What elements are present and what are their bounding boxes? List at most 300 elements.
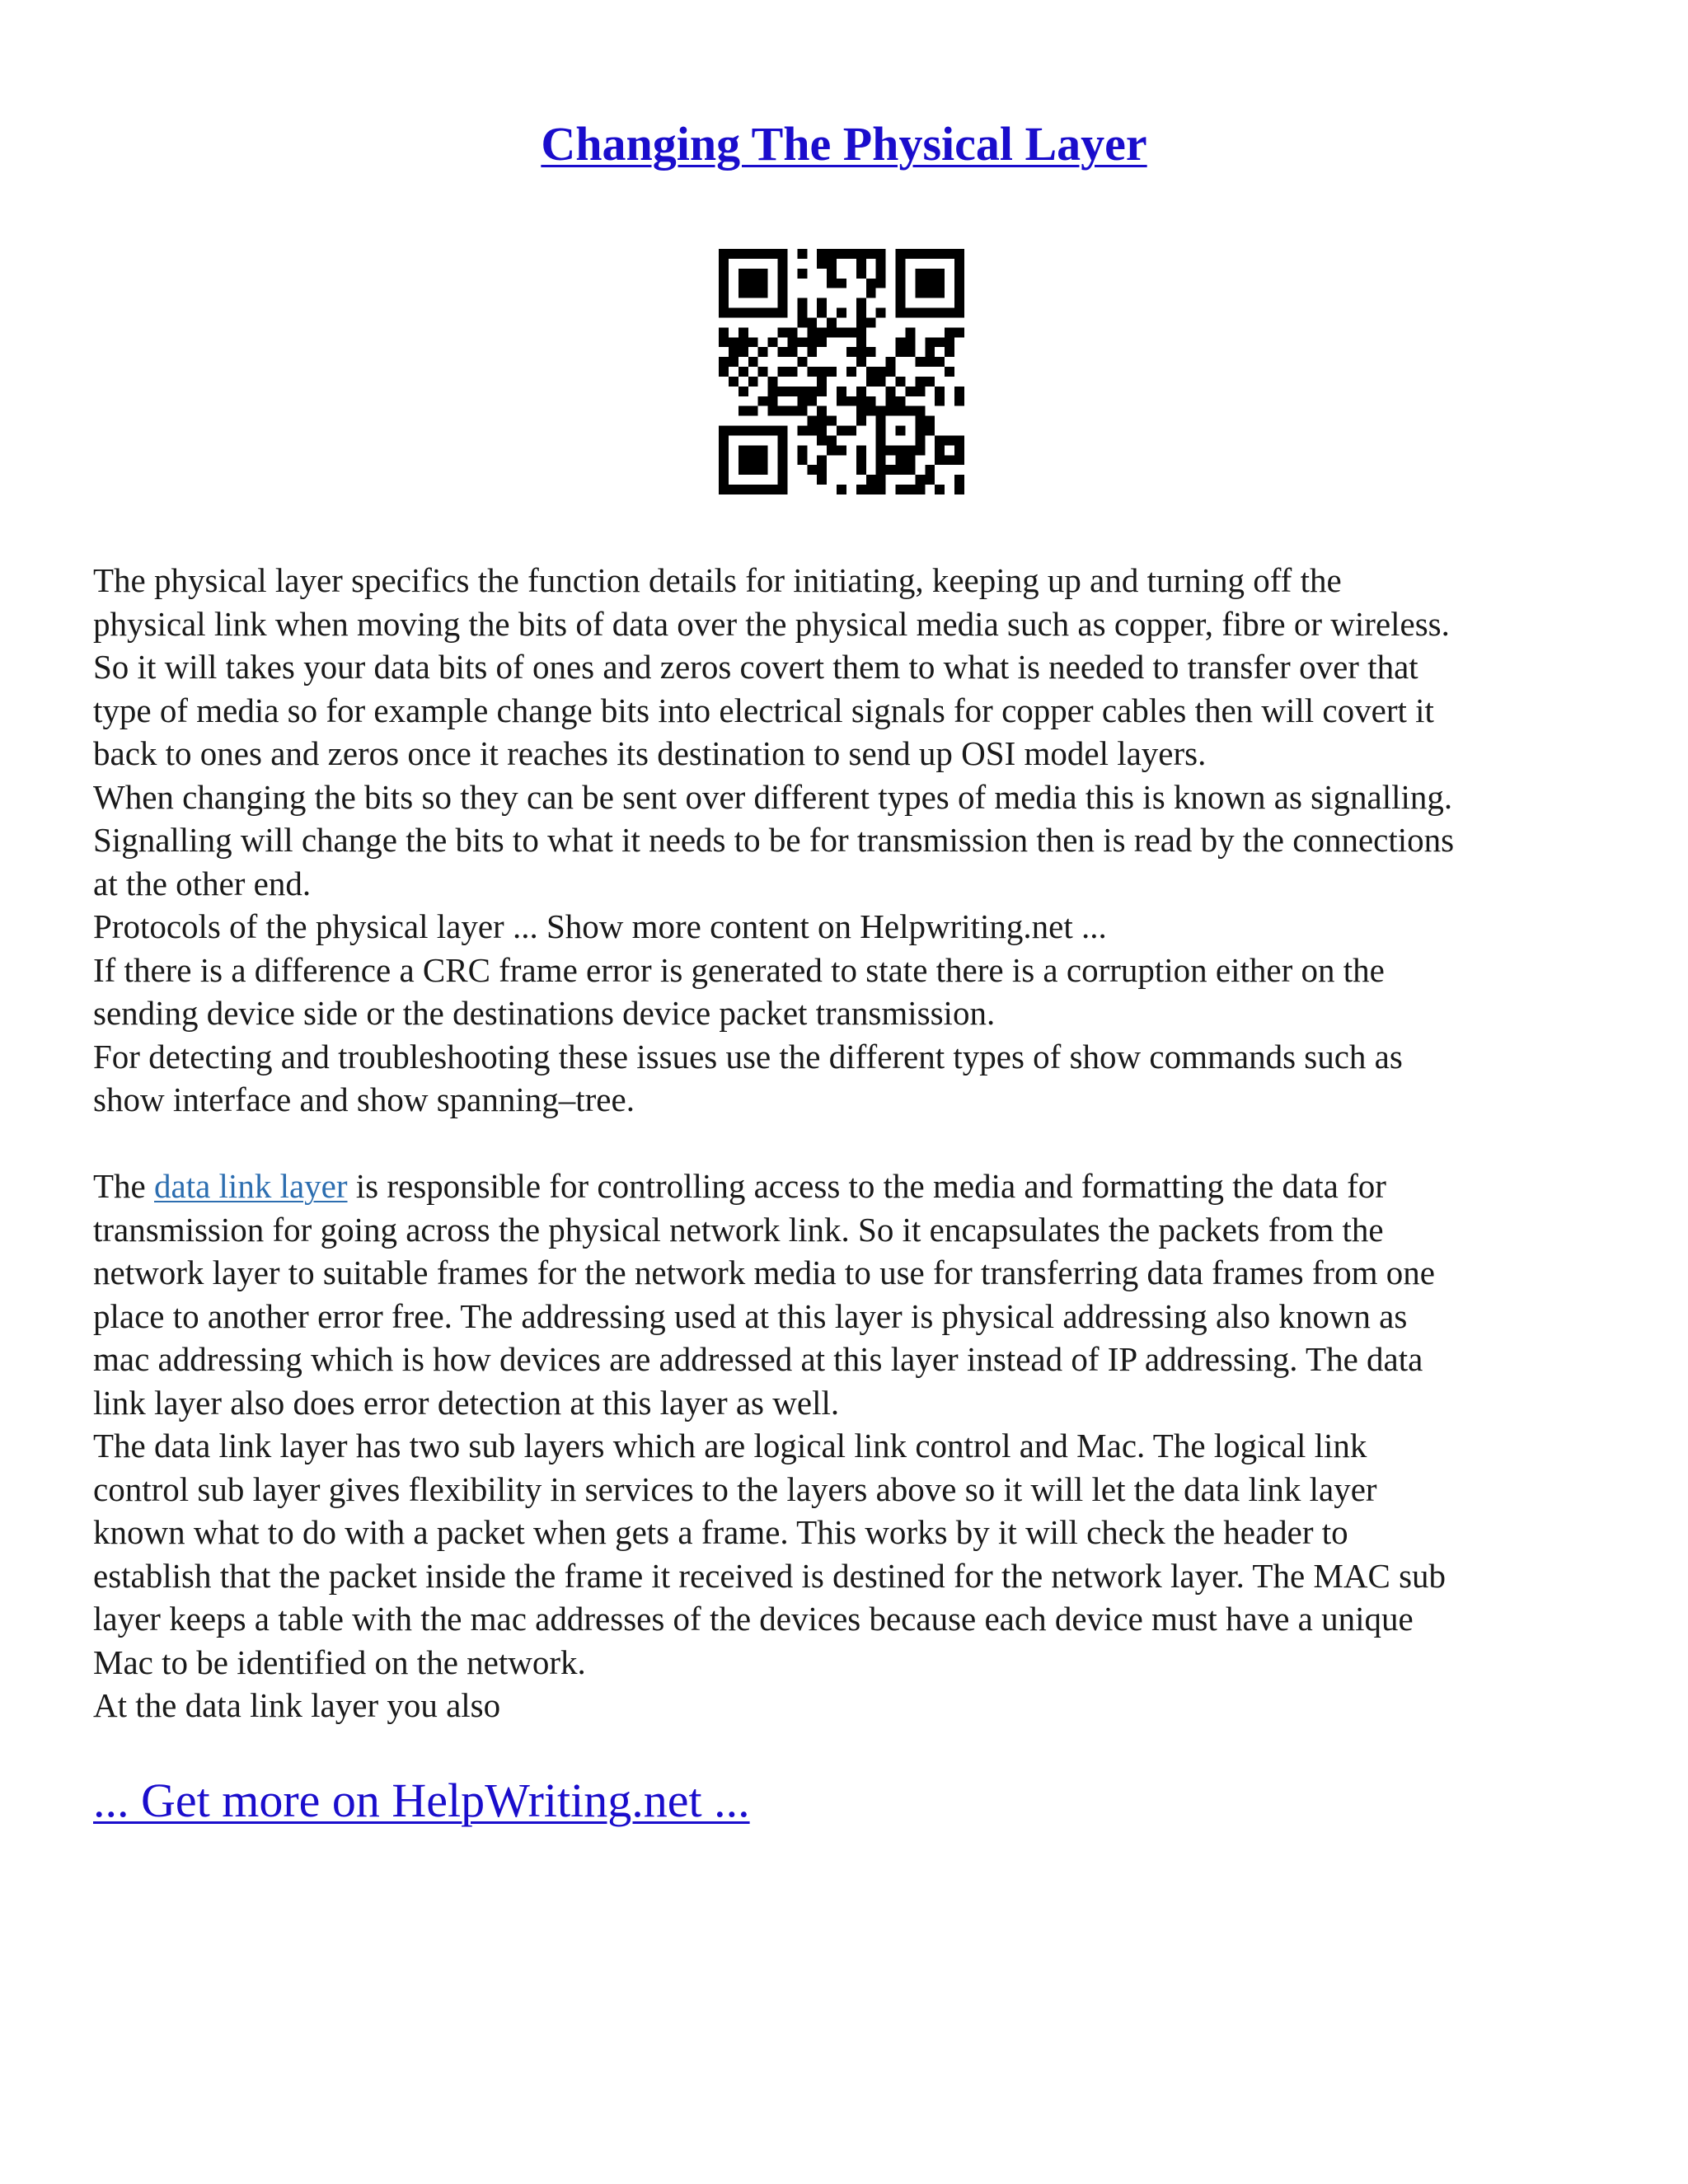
qr-module: [866, 396, 876, 406]
qr-module: [856, 298, 866, 308]
qr-module: [896, 347, 906, 357]
qr-module: [729, 485, 738, 494]
qr-module: [896, 288, 906, 298]
qr-module: [905, 308, 915, 318]
body-line: layer keeps a table with the mac addresses of the devices because each device must have a unique: [93, 1600, 1414, 1638]
qr-module: [954, 435, 964, 445]
qr-module: [856, 396, 866, 406]
qr-module: [778, 475, 788, 485]
paragraph-gap: [93, 1122, 1601, 1165]
qr-module: [896, 269, 906, 279]
qr-module: [827, 367, 837, 377]
qr-module: [768, 377, 778, 387]
qr-module: [719, 475, 729, 485]
qr-module: [876, 259, 886, 269]
body-line: mac addressing which is how devices are addressed at this layer instead of IP addressing. The data: [93, 1340, 1423, 1378]
qr-module: [738, 269, 748, 279]
body-line: For detecting and troubleshooting these issues use the different types of show commands such as: [93, 1037, 1403, 1076]
qr-module: [797, 396, 807, 406]
qr-module: [748, 445, 758, 455]
qr-module: [954, 455, 964, 465]
qr-module: [945, 367, 954, 377]
qr-module: [748, 288, 758, 298]
qr-module: [935, 357, 945, 367]
qr-module: [778, 298, 788, 308]
qr-module: [729, 377, 738, 387]
qr-module: [817, 327, 827, 337]
qr-module: [856, 445, 866, 455]
qr-module: [738, 406, 748, 416]
body-line: known what to do with a packet when gets a frame. This works by it will check the header to: [93, 1513, 1348, 1551]
qr-module: [886, 357, 896, 367]
qr-module: [778, 308, 788, 318]
qr-module: [945, 337, 954, 347]
qr-module: [719, 367, 729, 377]
qr-module: [915, 279, 925, 288]
qr-module: [896, 298, 906, 308]
body-line: Mac to be identified on the network.: [93, 1643, 586, 1681]
qr-module: [719, 288, 729, 298]
qr-module: [738, 367, 748, 377]
body-line: When changing the bits so they can be sent over different types of media this is known as signalling.: [93, 777, 1453, 816]
qr-module: [817, 435, 827, 445]
qr-module: [954, 445, 964, 455]
qr-module: [905, 455, 915, 465]
qr-module: [778, 269, 788, 279]
qr-module: [945, 249, 954, 259]
qr-module: [945, 347, 954, 357]
qr-module: [817, 426, 827, 436]
qr-module: [856, 259, 866, 269]
qr-module: [856, 327, 866, 337]
qr-module: [778, 445, 788, 455]
qr-module: [738, 288, 748, 298]
qr-module: [719, 269, 729, 279]
qr-module: [856, 269, 866, 279]
qr-module: [954, 249, 964, 259]
qr-module: [748, 485, 758, 494]
qr-module: [797, 249, 807, 259]
qr-module: [738, 279, 748, 288]
qr-module: [817, 249, 827, 259]
qr-module: [876, 406, 886, 416]
qr-module: [797, 445, 807, 455]
qr-module: [738, 426, 748, 436]
qr-module: [827, 327, 837, 337]
qr-module: [896, 249, 906, 259]
qr-module: [925, 426, 935, 436]
qr-module: [778, 259, 788, 269]
qr-module: [954, 279, 964, 288]
qr-module: [768, 426, 778, 436]
qr-module: [797, 298, 807, 308]
qr-module: [827, 259, 837, 269]
qr-module: [866, 279, 876, 288]
qr-module: [748, 249, 758, 259]
qr-module: [807, 387, 817, 396]
qr-module: [787, 367, 797, 377]
qr-module: [719, 357, 729, 367]
qr-module: [778, 279, 788, 288]
qr-module: [935, 387, 945, 396]
qr-module: [935, 455, 945, 465]
article-body: [93, 559, 1601, 1727]
qr-module: [876, 426, 886, 436]
qr-module: [866, 367, 876, 377]
qr-module: [954, 387, 964, 396]
qr-module: [738, 485, 748, 494]
qr-module: [935, 288, 945, 298]
qr-module: [729, 426, 738, 436]
qr-module: [758, 367, 768, 377]
qr-module: [856, 416, 866, 426]
qr-module: [807, 317, 817, 327]
qr-module: [719, 298, 729, 308]
qr-module: [787, 337, 797, 347]
qr-module: [817, 465, 827, 475]
qr-module: [748, 465, 758, 475]
qr-module: [817, 387, 827, 396]
qr-module: [748, 377, 758, 387]
qr-module: [876, 435, 886, 445]
qr-module: [778, 387, 788, 396]
qr-module: [905, 347, 915, 357]
qr-module: [905, 387, 915, 396]
qr-module: [797, 387, 807, 396]
qr-module: [925, 337, 935, 347]
qr-module: [915, 288, 925, 298]
qr-module: [729, 308, 738, 318]
qr-module: [915, 308, 925, 318]
body-line: So it will takes your data bits of ones and zeros covert them to what is needed to transfer over that: [93, 648, 1418, 686]
qr-module: [925, 465, 935, 475]
qr-module: [856, 347, 866, 357]
qr-module: [758, 269, 768, 279]
qr-module: [768, 406, 778, 416]
qr-module: [876, 485, 886, 494]
qr-module: [856, 406, 866, 416]
qr-module: [719, 308, 729, 318]
qr-module: [817, 259, 827, 269]
qr-module: [738, 445, 748, 455]
qr-module: [778, 485, 788, 494]
qr-module: [827, 416, 837, 426]
title-link[interactable]: Changing The Physical Layer: [541, 117, 1147, 171]
qr-module: [719, 485, 729, 494]
qr-module: [758, 279, 768, 288]
qr-module: [905, 445, 915, 455]
get-more-link[interactable]: ... Get more on HelpWriting.net ...: [93, 1774, 750, 1827]
qr-module: [768, 337, 778, 347]
qr-module: [738, 387, 748, 396]
qr-module: [758, 308, 768, 318]
qr-module: [886, 445, 896, 455]
qr-module: [925, 249, 935, 259]
qr-module: [954, 288, 964, 298]
qr-module: [807, 337, 817, 347]
qr-module: [758, 445, 768, 455]
qr-module: [807, 367, 817, 377]
qr-module: [758, 465, 768, 475]
page-title: [0, 115, 1688, 173]
qr-module: [846, 327, 856, 337]
body-text-fragment: The: [93, 1167, 154, 1205]
qr-module: [886, 387, 896, 396]
qr-module: [866, 317, 876, 327]
qr-module: [827, 445, 837, 455]
qr-module: [856, 455, 866, 465]
qr-module: [719, 465, 729, 475]
qr-module: [787, 347, 797, 357]
qr-module: [837, 426, 846, 436]
qr-module: [797, 455, 807, 465]
qr-module: [945, 327, 954, 337]
qr-module: [778, 347, 788, 357]
qr-module: [925, 347, 935, 357]
qr-module: [817, 337, 827, 347]
qr-module: [876, 308, 886, 318]
qr-module: [778, 327, 788, 337]
qr-module: [729, 357, 738, 367]
qr-module: [807, 426, 817, 436]
qr-module: [915, 249, 925, 259]
qr-module: [954, 396, 964, 406]
body-line: back to ones and zeros once it reaches its destination to send up OSI model layers.: [93, 734, 1207, 772]
qr-module: [905, 337, 915, 347]
qr-module: [915, 435, 925, 445]
body-line: The data link layer has two sub layers which are logical link control and Mac. The logical link: [93, 1427, 1367, 1465]
qr-module: [748, 406, 758, 416]
qr-module: [935, 396, 945, 406]
qr-module: [935, 485, 945, 494]
qr-module: [778, 367, 788, 377]
qr-module: [837, 249, 846, 259]
qr-module: [748, 357, 758, 367]
qr-module: [945, 455, 954, 465]
qr-module: [905, 249, 915, 259]
qr-module: [945, 435, 954, 445]
qr-module: [797, 357, 807, 367]
qr-module: [817, 298, 827, 308]
qr-module: [807, 327, 817, 337]
qr-module: [748, 426, 758, 436]
qr-module: [748, 279, 758, 288]
qr-module: [837, 327, 846, 337]
qr-module: [817, 367, 827, 377]
qr-module: [925, 416, 935, 426]
qr-module: [896, 426, 906, 436]
qr-module: [945, 308, 954, 318]
qr-module: [846, 367, 856, 377]
qr-module: [719, 279, 729, 288]
qr-module: [866, 288, 876, 298]
qr-module: [954, 327, 964, 337]
body-line: transmission for going across the physical network link. So it encapsulates the packets from the: [93, 1210, 1384, 1249]
qr-module: [758, 485, 768, 494]
qr-module: [719, 445, 729, 455]
qr-module: [807, 465, 817, 475]
qr-module: [866, 475, 876, 485]
body-line: type of media so for example change bits into electrical signals for copper cables then will covert it: [93, 691, 1434, 729]
qr-module: [954, 475, 964, 485]
qr-module: [866, 485, 876, 494]
qr-module: [896, 485, 906, 494]
body-line: show interface and show spanning–tree.: [93, 1080, 635, 1118]
qr-module: [807, 416, 817, 426]
body-line: place to another error free. The addressing used at this layer is physical addressing also known as: [93, 1296, 1408, 1335]
qr-module: [896, 406, 906, 416]
qr-module: [748, 337, 758, 347]
qr-module: [856, 465, 866, 475]
qr-module: [768, 396, 778, 406]
qr-module: [876, 445, 886, 455]
qr-module: [915, 387, 925, 396]
qr-module: [837, 387, 846, 396]
qr-module: [827, 435, 837, 445]
qr-module: [738, 465, 748, 475]
qr-module: [954, 269, 964, 279]
qr-module: [837, 279, 846, 288]
qr-module: [817, 406, 827, 416]
body-text-fragment: is responsible for controlling access to the media and formatting the data for: [347, 1167, 1386, 1205]
qr-module: [837, 396, 846, 406]
qr-module: [954, 298, 964, 308]
qr-module: [954, 259, 964, 269]
body-line: [93, 1165, 1601, 1208]
qr-module: [856, 317, 866, 327]
qr-module: [846, 426, 856, 436]
qr-module: [729, 337, 738, 347]
qr-module: [876, 367, 886, 377]
qr-module: [846, 347, 856, 357]
body-line: sending device side or the destinations device packet transmission.: [93, 994, 996, 1032]
qr-module: [886, 406, 896, 416]
qr-module: [915, 416, 925, 426]
qr-module: [797, 308, 807, 318]
qr-module: [935, 337, 945, 347]
qr-module: [915, 426, 925, 436]
qr-module: [758, 249, 768, 259]
qr-module: [866, 347, 876, 357]
qr-module: [925, 357, 935, 367]
qr-module: [886, 396, 896, 406]
qr-module: [768, 308, 778, 318]
qr-module: [925, 269, 935, 279]
qr-module: [896, 337, 906, 347]
qr-module: [905, 406, 915, 416]
qr-module: [758, 426, 768, 436]
qr-module: [817, 455, 827, 465]
qr-module: [778, 406, 788, 416]
qr-module: [896, 465, 906, 475]
qr-module: [738, 337, 748, 347]
qr-module: [876, 465, 886, 475]
qr-module: [758, 396, 768, 406]
qr-module: [915, 475, 925, 485]
qr-module: [719, 426, 729, 436]
body-line: If there is a difference a CRC frame error is generated to state there is a corruption either on the: [93, 950, 1385, 989]
qr-module: [748, 455, 758, 465]
qr-module: [817, 377, 827, 387]
qr-module: [797, 317, 807, 327]
qr-module: [787, 327, 797, 337]
qr-module: [905, 327, 915, 337]
qr-module: [876, 279, 886, 288]
qr-module: [935, 435, 945, 445]
qr-module: [797, 269, 807, 279]
qr-module: [876, 416, 886, 426]
qr-module: [768, 387, 778, 396]
qr-module: [768, 485, 778, 494]
qr-module: [729, 347, 738, 357]
footer: [93, 1772, 750, 1830]
qr-module: [905, 485, 915, 494]
qr-module: [807, 396, 817, 406]
qr-module: [925, 475, 935, 485]
qr-module: [827, 317, 837, 327]
qr-module: [896, 259, 906, 269]
qr-module: [896, 377, 906, 387]
qr-module: [896, 455, 906, 465]
qr-module: [768, 249, 778, 259]
qr-module: [758, 288, 768, 298]
body-line: At the data link layer you also: [93, 1686, 501, 1724]
qr-module: [925, 288, 935, 298]
qr-module: [778, 455, 788, 465]
qr-module: [807, 347, 817, 357]
qr-module: [846, 396, 856, 406]
qr-module: [827, 279, 837, 288]
qr-module: [896, 279, 906, 288]
qr-module: [837, 308, 846, 318]
qr-module: [856, 387, 866, 396]
body-line: The physical layer specifics the function details for initiating, keeping up and turning off the: [93, 561, 1342, 599]
qr-module: [738, 249, 748, 259]
qr-module: [876, 377, 886, 387]
qr-module: [876, 455, 886, 465]
qr-module: [719, 455, 729, 465]
qr-module: [719, 259, 729, 269]
qr-module: [915, 406, 925, 416]
qr-module: [935, 249, 945, 259]
qr-module: [954, 308, 964, 318]
qr-module: [896, 396, 906, 406]
qr-module: [915, 485, 925, 494]
qr-module: [758, 455, 768, 465]
body-line: control sub layer gives flexibility in services to the layers above so it will let the data link layer: [93, 1469, 1377, 1508]
qr-module: [787, 406, 797, 416]
qr-module: [817, 416, 827, 426]
qr-module: [797, 426, 807, 436]
qr-module: [797, 406, 807, 416]
qr-module: [866, 406, 876, 416]
qr-module: [905, 465, 915, 475]
qr-module: [797, 337, 807, 347]
qr-module: [856, 485, 866, 494]
qr-module: [856, 337, 866, 347]
qr-module: [856, 357, 866, 367]
qr-module: [876, 269, 886, 279]
qr-module: [778, 288, 788, 298]
data-link-layer-link[interactable]: data link layer: [154, 1167, 348, 1205]
qr-module: [856, 308, 866, 318]
qr-module: [729, 249, 738, 259]
qr-module: [719, 435, 729, 445]
qr-module: [886, 367, 896, 377]
qr-module: [925, 308, 935, 318]
qr-module: [935, 308, 945, 318]
qr-module: [915, 445, 925, 455]
